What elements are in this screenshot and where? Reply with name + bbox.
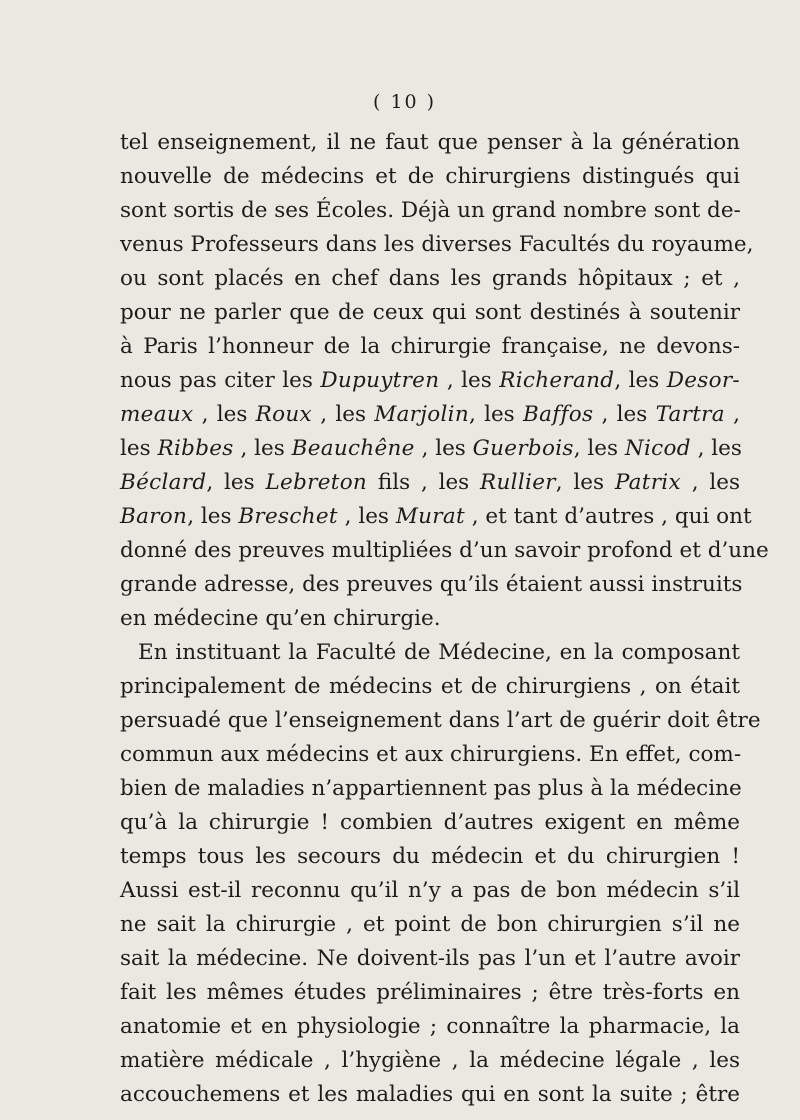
text-line: principalement de médecins et de chirurgiens , on était [120, 674, 740, 699]
text-line: grande adresse, des preuves qu’ils étaient aussi instruits [120, 572, 743, 597]
page-number: ( 10 ) [373, 91, 437, 113]
text-line: commun aux médecins et aux chirurgiens. En effet, com- [120, 742, 742, 767]
text-line: donné des preuves multipliées d’un savoir profond et d’une [120, 538, 769, 563]
text-line: Béclard, les Lebreton fils , les Rullier, les Patrix , les [120, 470, 740, 495]
text-line: ne sait la chirurgie , et point de bon chirurgien s’il ne [120, 912, 740, 937]
text-line: persuadé que l’enseignement dans l’art de guérir doit être [120, 708, 761, 733]
text-line: ou sont placés en chef dans les grands hôpitaux ; et , [120, 266, 740, 291]
text-line: les Ribbes , les Beauchêne , les Guerbois, les Nicod , les [120, 436, 742, 461]
body-text [120, 126, 769, 1112]
text-line: sait la médecine. Ne doivent-ils pas l’un et l’autre avoir [120, 946, 740, 971]
text-line: matière médicale , l’hygiène , la médecine légale , les [120, 1048, 740, 1073]
text-line: à Paris l’honneur de la chirurgie française, ne devons- [120, 334, 740, 359]
text-line: qu’à la chirurgie ! combien d’autres exigent en même [120, 810, 740, 835]
text-line: En instituant la Faculté de Médecine, en la composant [138, 640, 740, 665]
text-line: accouchemens et les maladies qui en sont la suite ; être [120, 1082, 740, 1107]
text-line: tel enseignement, il ne faut que penser à la génération [120, 130, 740, 155]
text-line: venus Professeurs dans les diverses Facultés du royaume, [120, 232, 754, 257]
text-line: en médecine qu’en chirurgie. [120, 606, 441, 631]
text-line: pour ne parler que de ceux qui sont destinés à soutenir [120, 300, 740, 325]
text-line: sont sortis de ses Écoles. Déjà un grand nombre sont de- [120, 198, 741, 223]
text-line: fait les mêmes études préliminaires ; être très-forts en [120, 980, 740, 1005]
text-line: nous pas citer les Dupuytren , les Richerand, les Desor- [120, 368, 740, 393]
text-line: anatomie et en physiologie ; connaître la pharmacie, la [120, 1014, 740, 1039]
text-line: Aussi est-il reconnu qu’il n’y a pas de bon médecin s’il [120, 878, 740, 903]
text-line: bien de maladies n’appartiennent pas plus à la médecine [120, 776, 742, 801]
text-line: nouvelle de médecins et de chirurgiens distingués qui [120, 164, 740, 189]
text-line: temps tous les secours du médecin et du chirurgien ! [120, 844, 740, 869]
text-line: Baron, les Breschet , les Murat , et tant d’autres , qui ont [120, 504, 752, 529]
text-line: meaux , les Roux , les Marjolin, les Baffos , les Tartra , [120, 402, 740, 427]
